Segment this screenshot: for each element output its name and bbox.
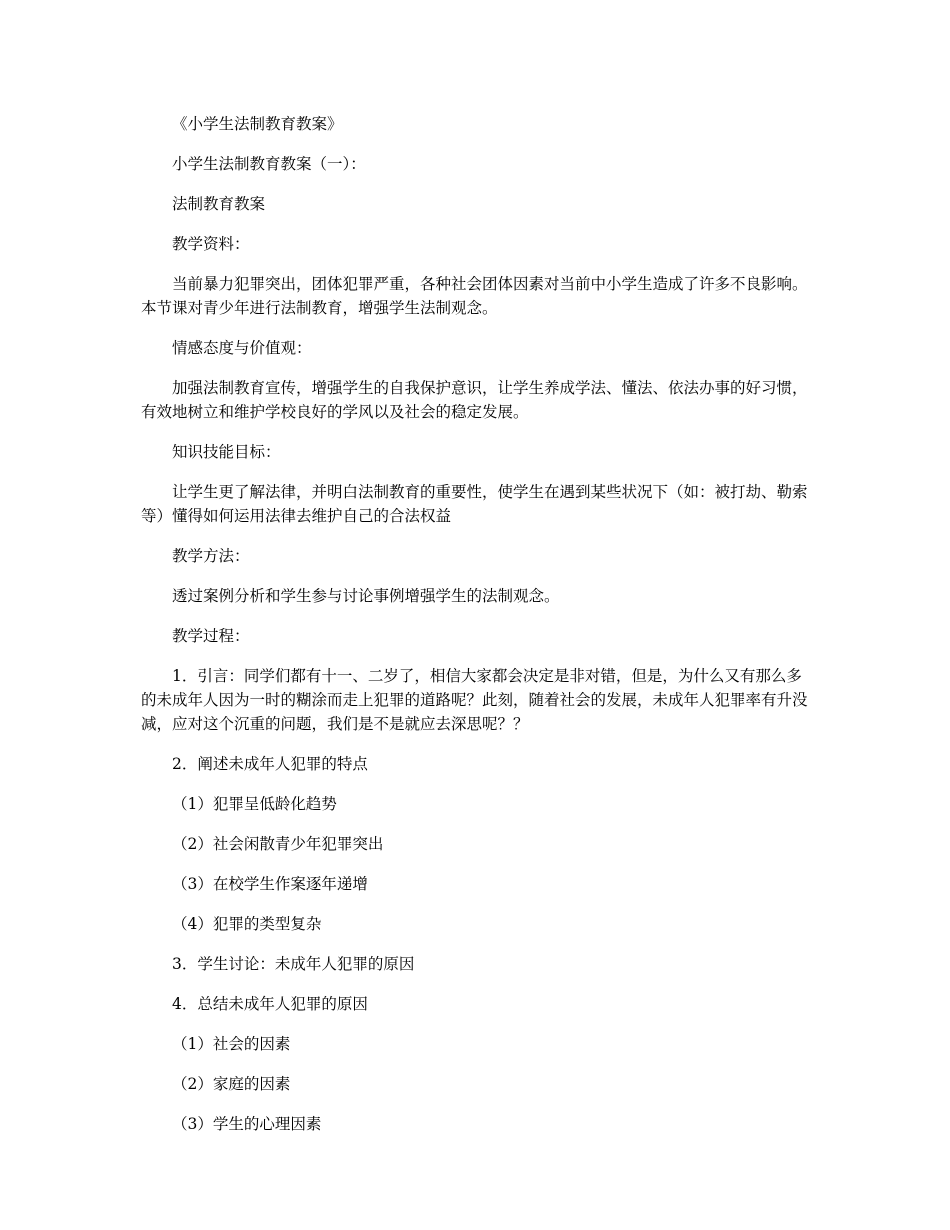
body-paragraph: 透过案例分析和学生参与讨论事例增强学生的法制观念。 [172, 587, 560, 605]
document-body [141, 112, 813, 1152]
list-heading: 3．学生讨论：未成年人犯罪的原因 [172, 955, 415, 973]
list-heading: 2．阐述未成年人犯罪的特点 [172, 755, 368, 773]
section-heading: 法制教育教案 [172, 195, 266, 213]
document-title: 《小学生法制教育教案》 [172, 115, 343, 133]
list-item: （3）在校学生作案逐年递增 [172, 875, 368, 893]
list-item: （4）犯罪的类型复杂 [172, 915, 322, 933]
section-heading: 教学过程： [172, 627, 250, 645]
list-item: （2）家庭的因素 [172, 1075, 291, 1093]
body-paragraph: 1．引言：同学们都有十一、二岁了，相信大家都会决定是非对错，但是，为什么又有那么多的未成年人因为一时的糊涂而走上犯罪的道路呢？此刻，随着社会的发展，未成年人犯罪率有升没减，应对这个沉重的问题，我们是不是就应去深思呢？？ [141, 667, 808, 733]
body-paragraph: 当前暴力犯罪突出，团体犯罪严重，各种社会团体因素对当前中小学生造成了许多不良影响。本节课对青少年进行法制教育，增强学生法制观念。 [141, 275, 808, 317]
list-item: （2）社会闲散青少年犯罪突出 [172, 835, 384, 853]
body-paragraph: 让学生更了解法律，并明白法制教育的重要性，使学生在遇到某些状况下（如：被打劫、勒索等）懂得如何运用法律去维护自己的合法权益 [141, 483, 808, 525]
section-heading: 教学资料： [172, 235, 250, 253]
section-heading: 教学方法： [172, 547, 250, 565]
list-item: （3）学生的心理因素 [172, 1115, 322, 1133]
list-heading: 4．总结未成年人犯罪的原因 [172, 995, 368, 1013]
list-item: （1）社会的因素 [172, 1035, 291, 1053]
section-heading: 知识技能目标： [172, 443, 281, 461]
section-heading: 情感态度与价值观： [172, 339, 312, 357]
list-item: （1）犯罪呈低龄化趋势 [172, 795, 337, 813]
body-paragraph: 加强法制教育宣传，增强学生的自我保护意识，让学生养成学法、懂法、依法办事的好习惯，有效地树立和维护学校良好的学风以及社会的稳定发展。 [141, 379, 808, 421]
section-heading: 小学生法制教育教案（一）： [172, 155, 366, 173]
